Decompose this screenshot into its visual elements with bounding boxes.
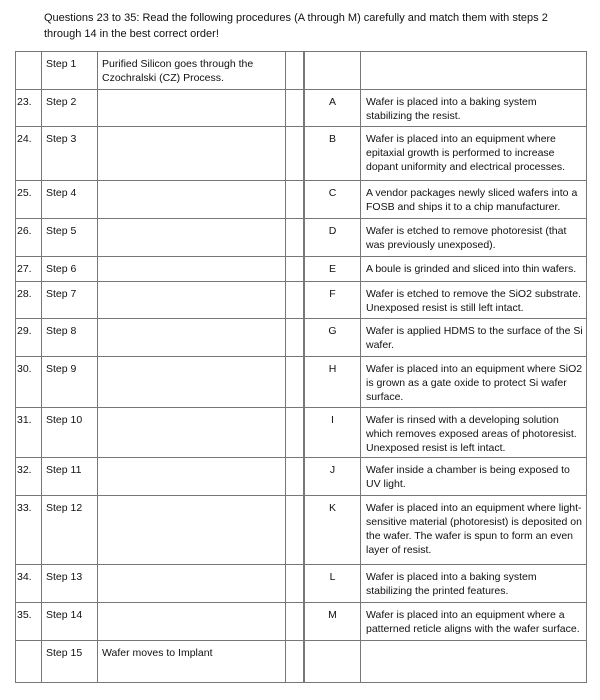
spacer-column-cell [285,319,304,356]
step-description-cell [97,496,285,564]
procedure-letter-cell [304,127,360,180]
procedure-letter-cell [304,565,360,602]
step-label: Step 6 [46,263,77,275]
procedure-letter-cell [304,603,360,640]
procedure-letter: D [328,225,337,237]
step-label-cell [41,408,97,457]
procedure-text-cell [360,603,587,640]
spacer-column-cell [285,458,304,495]
question-number-cell [16,319,41,356]
step-label: Step 3 [46,133,77,145]
spacer-column-cell [285,127,304,180]
procedure-text-cell [360,219,587,256]
step-label-cell [41,641,97,683]
procedure-letter-cell [304,282,360,318]
table-row [16,126,587,180]
step-label-cell [41,257,97,281]
spacer-column-cell [285,603,304,640]
step-description: Purified Silicon goes through the Czochralski (CZ) Process. [102,58,254,84]
question-number-cell [16,52,41,89]
question-number-cell [16,257,41,281]
step-label-cell [41,565,97,602]
procedure-text: Wafer is rinsed with a developing solution which removes exposed areas of photoresist. Unexposed resist is left intact. [366,414,577,454]
step-label-cell [41,357,97,407]
step-label-cell [41,603,97,640]
step-label: Step 5 [46,225,77,237]
step-label: Step 2 [46,96,77,108]
procedure-text: Wafer inside a chamber is being exposed to UV light. [366,464,570,490]
step-description-cell [97,458,285,495]
procedure-letter: J [329,464,336,476]
procedure-text: Wafer is etched to remove the SiO2 substrate. Unexposed resist is still left intact. [366,288,581,314]
table-row [16,564,587,602]
step-label-cell [41,181,97,218]
question-number: 33. [17,502,32,514]
table-row [16,256,587,281]
procedure-text-cell [360,408,587,457]
step-label: Step 9 [46,363,77,375]
procedure-letter-cell [304,52,360,89]
question-number-cell [16,127,41,180]
step-label-cell [41,319,97,356]
procedure-letter: H [328,363,337,375]
procedure-letter-cell [304,257,360,281]
procedure-text: Wafer is placed into a baking system stabilizing the resist. [366,96,537,122]
table-row [16,318,587,356]
procedure-letter-cell [304,181,360,218]
step-label: Step 7 [46,288,77,300]
step-description-cell [97,90,285,126]
step-label: Step 10 [46,414,83,426]
procedure-letter-cell [304,319,360,356]
step-description-cell [97,319,285,356]
procedure-letter: I [331,414,334,426]
question-number-cell [16,357,41,407]
spacer-column-cell [285,496,304,564]
question-number-cell [16,603,41,640]
procedure-letter: L [329,571,336,583]
table-row [16,89,587,126]
procedure-text-cell [360,565,587,602]
question-number: 35. [17,609,32,621]
procedure-letter-cell [304,458,360,495]
step-description-cell [97,408,285,457]
step-label: Step 4 [46,187,77,199]
question-number: 29. [17,325,32,337]
matching-table [15,51,587,683]
procedure-text: Wafer is placed into a baking system stabilizing the printed features. [366,571,537,597]
table-row [16,281,587,318]
procedure-text-cell [360,357,587,407]
step-description-cell [97,257,285,281]
procedure-letter-cell [304,408,360,457]
procedure-letter: B [328,133,336,145]
question-number: 31. [17,414,32,426]
step-label: Step 15 [46,647,83,659]
procedure-text: A boule is grinded and sliced into thin wafers. [366,263,577,275]
procedure-text-cell [360,319,587,356]
procedure-letter-cell [304,357,360,407]
procedure-letter-cell [304,90,360,126]
procedure-text: Wafer is etched to remove photoresist (that was previously unexposed). [366,225,567,251]
table-row [16,407,587,457]
spacer-column-cell [285,565,304,602]
step-description-cell [97,127,285,180]
step-description-cell [97,603,285,640]
procedure-letter-cell [304,641,360,683]
step-description-cell [97,219,285,256]
step-label: Step 12 [46,502,83,514]
step-label: Step 14 [46,609,83,621]
question-number-cell [16,90,41,126]
procedure-letter: K [328,502,336,514]
spacer-column-cell [285,181,304,218]
table-row [16,457,587,495]
step-label-cell [41,219,97,256]
step-label: Step 11 [46,464,82,476]
procedure-letter: A [328,96,336,108]
procedure-text-cell [360,181,587,218]
table-row [16,356,587,407]
spacer-column-cell [285,52,304,89]
question-number-cell [16,641,41,683]
procedure-text-cell [360,496,587,564]
step-label-cell [41,496,97,564]
procedure-text: Wafer is applied HDMS to the surface of the Si wafer. [366,325,583,351]
step-label-cell [41,127,97,180]
question-number-cell [16,181,41,218]
procedure-letter: E [328,263,336,275]
spacer-column-cell [285,257,304,281]
question-number: 30. [17,363,32,375]
step-description-cell [97,357,285,407]
procedure-letter-cell [304,496,360,564]
step-label-cell [41,458,97,495]
question-number: 23. [17,96,32,108]
question-number: 32. [17,464,32,476]
table-row [16,51,587,89]
table-row [16,218,587,256]
step-label-cell [41,90,97,126]
procedure-text: Wafer is placed into an equipment where light-sensitive material (photoresist) is deposited on the wafer. The wafer is spun to form an even layer of resist. [366,502,582,556]
instructions-text: Questions 23 to 35: Read the following procedures (A through M) carefully and match them with steps 2 through 14 in the best correct order! [44,12,548,40]
table-row [16,602,587,640]
procedure-text-cell [360,127,587,180]
procedure-text: A vendor packages newly sliced wafers into a FOSB and ships it to a chip manufacturer. [366,187,578,213]
procedure-letter: C [328,187,337,199]
step-label: Step 13 [46,571,83,583]
spacer-column-cell [285,90,304,126]
table-row [16,180,587,218]
procedure-text-cell [360,641,587,683]
question-number: 24. [17,133,32,145]
spacer-column-cell [285,357,304,407]
question-number-cell [16,282,41,318]
question-number: 34. [17,571,32,583]
step-label-cell [41,282,97,318]
procedure-letter-cell [304,219,360,256]
procedure-text-cell [360,282,587,318]
question-number: 28. [17,288,32,300]
step-description-cell [97,282,285,318]
question-number: 25. [17,187,32,199]
spacer-column-cell [285,408,304,457]
step-label: Step 8 [46,325,77,337]
step-description-cell [97,181,285,218]
question-number-cell [16,565,41,602]
question-number-cell [16,219,41,256]
procedure-letter: G [328,325,337,337]
step-description: Wafer moves to Implant [102,647,213,659]
procedure-text-cell [360,52,587,89]
table-row [16,495,587,564]
step-label-cell [41,52,97,89]
step-label: Step 1 [46,58,77,70]
table-row [16,640,587,683]
procedure-letter: F [329,288,336,300]
spacer-column-cell [285,641,304,683]
step-description-cell [97,52,285,89]
procedure-text-cell [360,90,587,126]
question-number-cell [16,458,41,495]
procedure-text-cell [360,458,587,495]
spacer-column-cell [285,282,304,318]
question-number: 26. [17,225,32,237]
spacer-column-cell [285,219,304,256]
procedure-text: Wafer is placed into an equipment where SiO2 is grown as a gate oxide to protect Si wafer surface. [366,363,583,403]
procedure-text-cell [360,257,587,281]
procedure-letter: M [328,609,337,621]
question-number: 27. [17,263,32,275]
question-number-cell [16,408,41,457]
procedure-text: Wafer is placed into an equipment where epitaxial growth is performed to increase dopant uniformity and electrical processes. [366,133,566,173]
step-description-cell [97,565,285,602]
procedure-text: Wafer is placed into an equipment where a patterned reticle aligns with the wafer surface. [366,609,580,635]
question-number-cell [16,496,41,564]
step-description-cell [97,641,285,683]
